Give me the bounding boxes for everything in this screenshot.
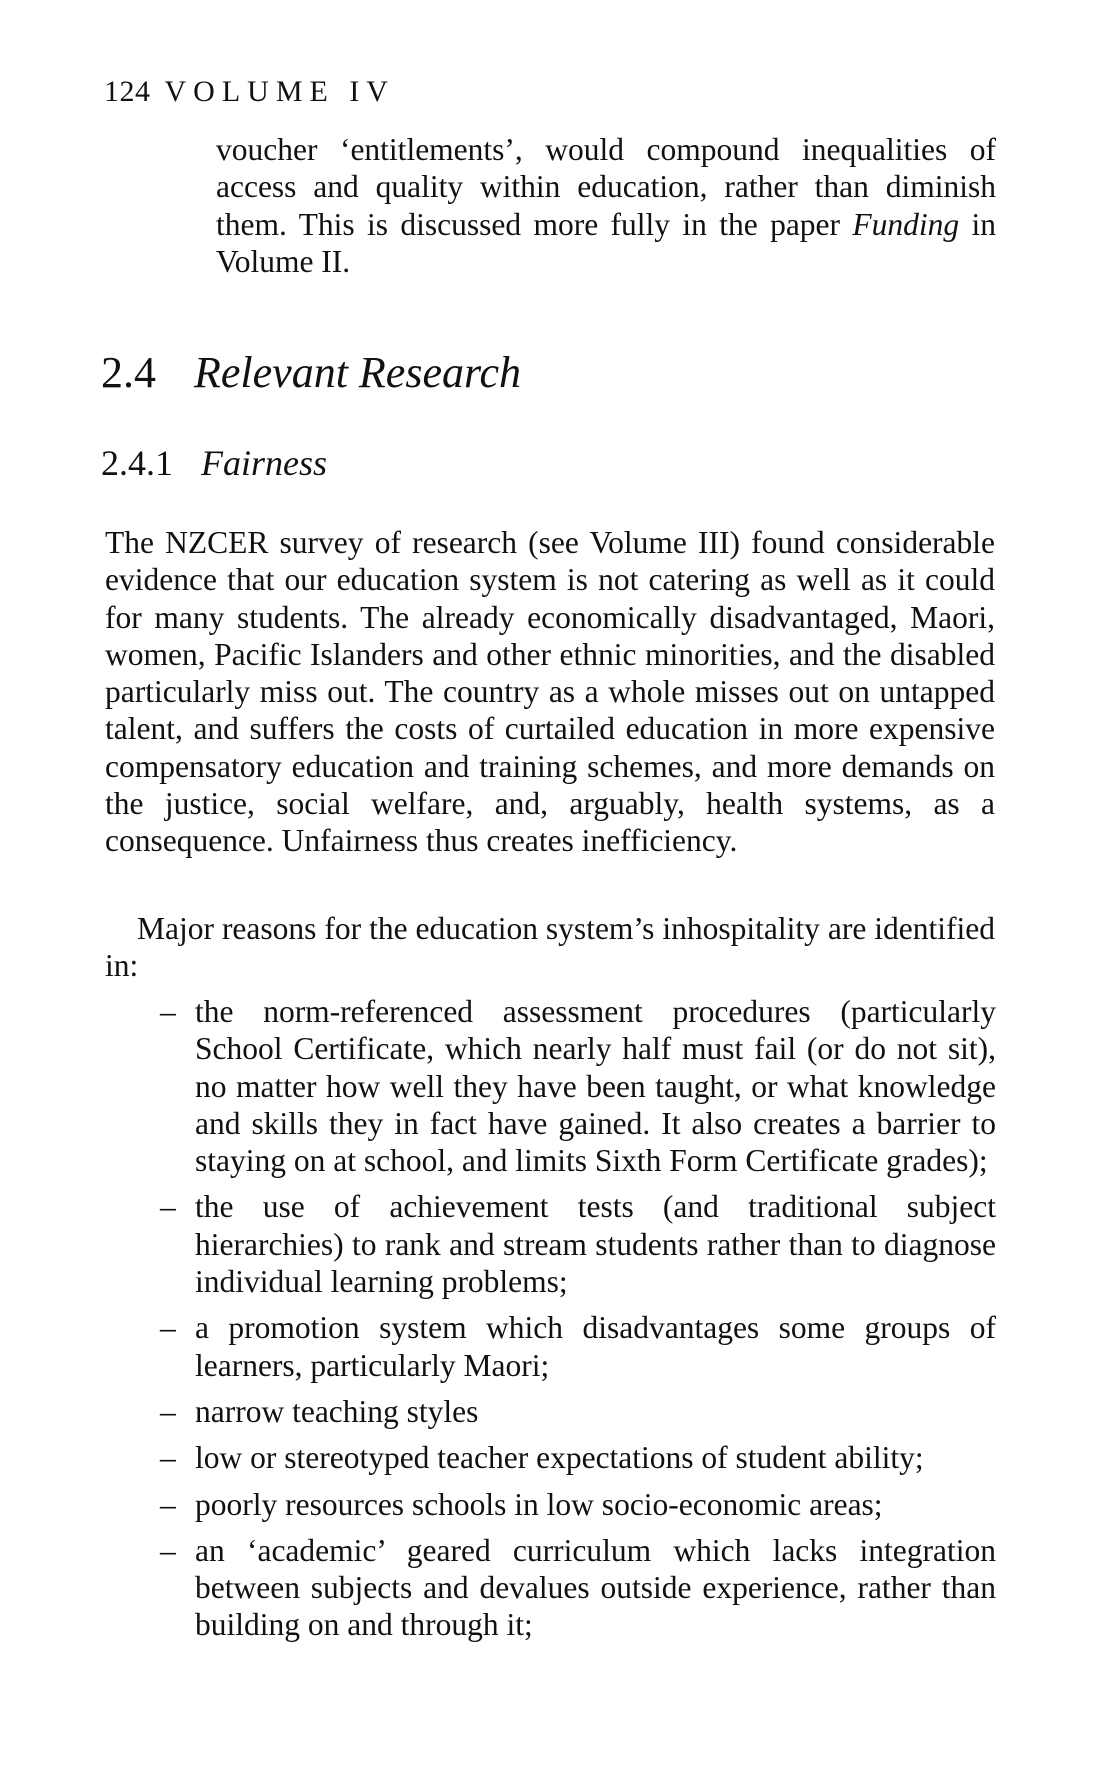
section-title: Relevant Research (194, 348, 521, 397)
body-paragraph-2: Major reasons for the education system’s inhospitality are identified in: (105, 911, 995, 984)
list-item (160, 1439, 996, 1476)
subsection-heading (101, 441, 327, 485)
intro-text-start: voucher ‘entitlements’, would compound inequalities of access and quality within education, rather than diminish them. This is discussed more fully in the paper (216, 132, 996, 242)
list-item-text: a promotion system which disadvantages some groups of learners, particularly Maori; (195, 1310, 996, 1383)
list-item (160, 1486, 996, 1523)
subsection-title: Fairness (201, 443, 327, 483)
list-item-text: narrow teaching styles (195, 1393, 479, 1429)
list-item-text: an ‘academic’ geared curriculum which lacks integration between subjects and devalues outside experience, rather than building on and through it; (195, 1532, 996, 1643)
list-item-text: poorly resources schools in low socio-economic areas; (195, 1486, 883, 1522)
list-dash: – (160, 1486, 176, 1522)
list-dash: – (160, 1189, 176, 1225)
list-dash: – (160, 1310, 176, 1346)
list-item-text: low or stereotyped teacher expectations of student ability; (195, 1440, 924, 1476)
section-heading (101, 347, 521, 399)
list-item (160, 993, 996, 1179)
list-item (160, 1309, 996, 1384)
list-item-text: the use of achievement tests (and traditional subject hierarchies) to rank and stream students rather than to diagnose individual learning problems; (195, 1189, 996, 1300)
list-dash: – (160, 994, 176, 1029)
page-number: 124 (104, 75, 151, 108)
list-dash: – (160, 1532, 176, 1568)
volume-label: VOLUME IV (164, 75, 395, 108)
list-item-text: the norm-referenced assessment procedures (particularly School Certificate, which nearly half must fail (or do not sit), no matter how well they have been taught, or what knowledge and skills they in fact have gained. It also creates a barrier to staying on at school, and limits Sixth Form Certificate grades); (195, 994, 996, 1179)
intro-paragraph (216, 131, 996, 280)
running-head (104, 74, 395, 110)
list-item (160, 1188, 996, 1300)
intro-italic-title: Funding (852, 206, 960, 242)
list-item (160, 1532, 996, 1644)
list-dash: – (160, 1440, 176, 1476)
reasons-list (160, 993, 996, 1653)
body-paragraph-1: The NZCER survey of research (see Volume III) found considerable evidence that our education system is not catering as well as it could for many students. The already economically disadvantaged, Maori, women, Pacific Islanders and other ethnic minorities, and the disabled particularly miss out. The country as a whole misses out on untapped talent, and suffers the costs of curtailed education in more expensive compensatory education and training schemes, and more demands on the justice, social welfare, and, arguably, health systems, as a consequence. Unfairness thus creates inefficiency. (105, 525, 995, 859)
section-number: 2.4 (101, 348, 156, 397)
list-dash: – (160, 1393, 176, 1429)
list-item (160, 1393, 996, 1430)
intro-text-end: in Volume II. (216, 206, 996, 279)
subsection-number: 2.4.1 (101, 443, 173, 483)
